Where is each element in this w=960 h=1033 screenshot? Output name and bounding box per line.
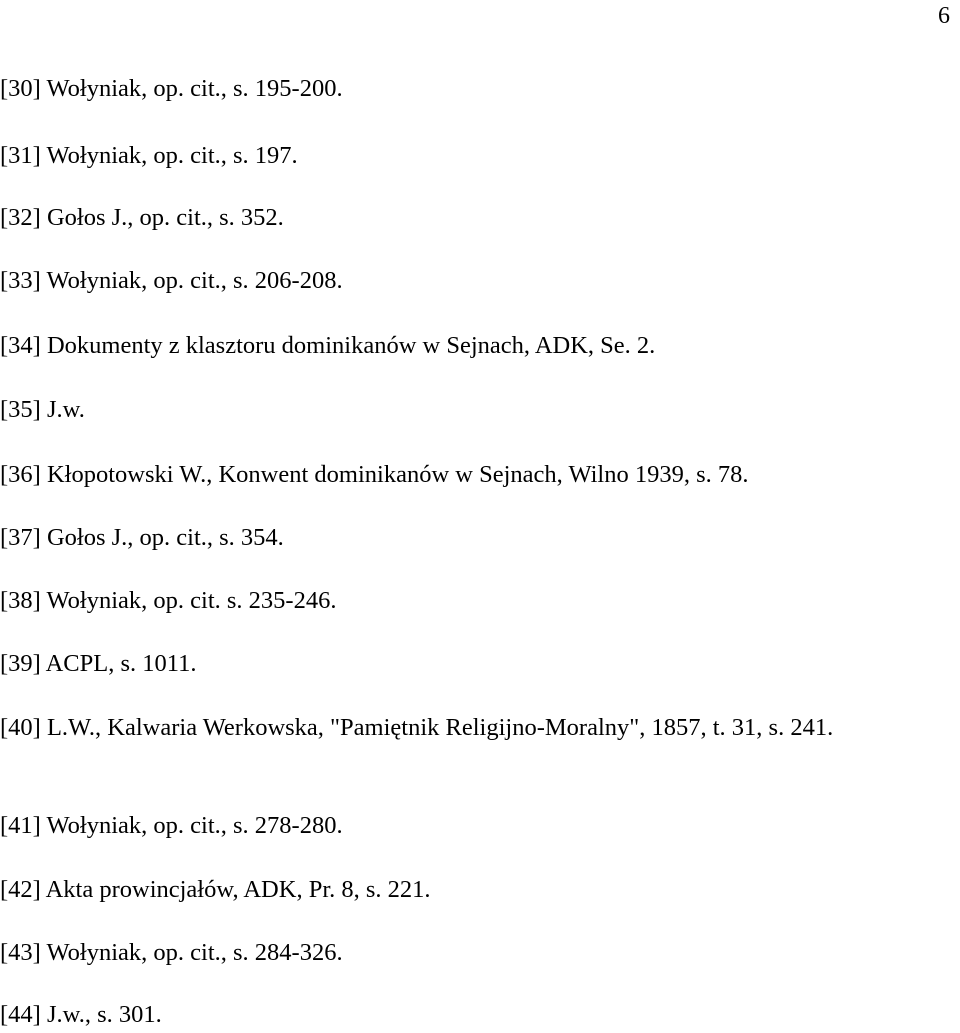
footnote-39: [39] ACPL, s. 1011. bbox=[0, 650, 197, 677]
footnote-36: [36] Kłopotowski W., Konwent dominikanów w Sejnach, Wilno 1939, s. 78. bbox=[0, 461, 749, 488]
footnote-32: [32] Gołos J., op. cit., s. 352. bbox=[0, 204, 284, 231]
footnote-30: [30] Wołyniak, op. cit., s. 195-200. bbox=[0, 75, 343, 102]
footnote-34: [34] Dokumenty z klasztoru dominikanów w Sejnach, ADK, Se. 2. bbox=[0, 332, 656, 359]
footnote-42: [42] Akta prowincjałów, ADK, Pr. 8, s. 221. bbox=[0, 876, 431, 903]
page-number: 6 bbox=[938, 3, 950, 29]
footnote-40: [40] L.W., Kalwaria Werkowska, "Pamiętnik Religijno-Moralny", 1857, t. 31, s. 241. bbox=[0, 714, 834, 741]
footnote-35: [35] J.w. bbox=[0, 396, 85, 423]
footnote-44: [44] J.w., s. 301. bbox=[0, 1001, 162, 1028]
footnote-43: [43] Wołyniak, op. cit., s. 284-326. bbox=[0, 939, 343, 966]
footnote-41: [41] Wołyniak, op. cit., s. 278-280. bbox=[0, 812, 343, 839]
footnote-38: [38] Wołyniak, op. cit. s. 235-246. bbox=[0, 587, 337, 614]
footnote-37: [37] Gołos J., op. cit., s. 354. bbox=[0, 524, 284, 551]
footnote-31: [31] Wołyniak, op. cit., s. 197. bbox=[0, 142, 298, 169]
footnote-33: [33] Wołyniak, op. cit., s. 206-208. bbox=[0, 267, 343, 294]
